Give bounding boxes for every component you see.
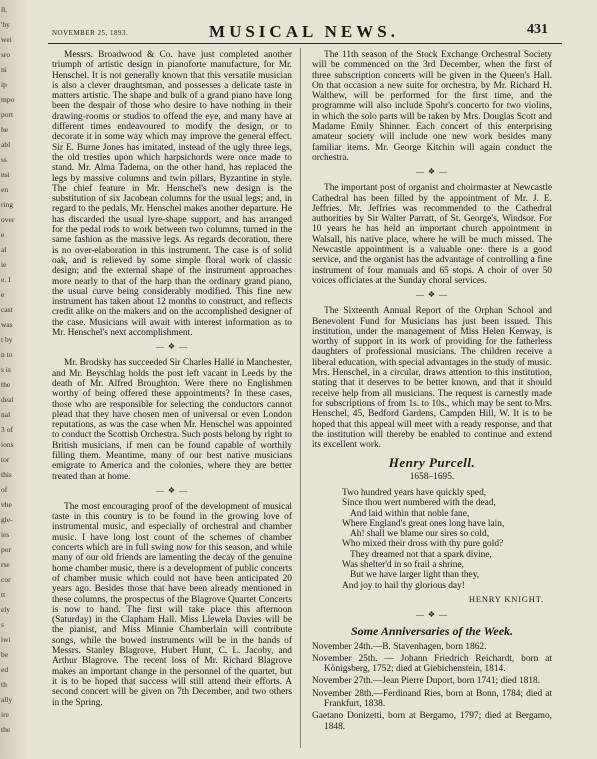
gutter-fragment: be — [1, 651, 9, 659]
column-divider — [300, 48, 301, 748]
section-separator: — ❖ — — [415, 610, 449, 620]
article-newcastle: The important post of organist and choirmaster at Newcastle Cathedral has been filled by the appointment of Mr. J. E. Jeffries. Mr. Jeffries was recommended to the Cathedral authorities by Sir Walter Parratt, of St. George's, Windsor. For 10 years he has held an important church appointment in Walsall, his native place, where he will be much missed. The Newcastle appointment is a valuable one: there is a good service, and the organist has the advantage of controlling a fine instrument of four manuals and 65 stops. A choir of over 50 voices officiates at the Sunday choral services. — [312, 183, 552, 286]
gutter-fragment: cast — [1, 306, 13, 314]
gutter-fragment: deal — [1, 396, 14, 404]
gutter-fragment: over — [1, 216, 15, 224]
gutter-fragment: the — [1, 726, 11, 734]
gutter-fragment: al — [1, 246, 7, 254]
anniversary-item: November 25th. — Johann Friedrich Reichardt, born at Königsberg, 1752; died at Giebichenstein, 1814. — [312, 653, 552, 675]
gutter-fragment: he — [1, 126, 9, 134]
poem-line: Since thou wert numbered with the dead, — [342, 498, 496, 509]
gutter-fragment: s is — [1, 366, 11, 374]
masthead-title: MUSICAL NEWS. — [209, 22, 399, 41]
gutter-fragment: 'hy — [1, 21, 10, 29]
gutter-fragment: vhe — [1, 501, 12, 509]
gutter-fragment: iwi — [1, 636, 11, 644]
gutter-fragment: e — [1, 231, 5, 239]
poem-line: But we have larger light than they, — [350, 570, 480, 581]
gutter-fragment: tt — [1, 591, 6, 599]
gutter-fragment: rse — [1, 561, 10, 569]
gutter-fragment: of — [1, 486, 8, 494]
anniversary-item: November 28th.—Ferdinand Ries, born at Bonn, 1784; died at Frankfurt, 1838. — [312, 688, 552, 710]
poem-line: And laid within that noble fane, — [350, 508, 470, 519]
gutter-fragment: ll, — [1, 6, 8, 14]
gutter-fragment: nal — [1, 411, 11, 419]
newspaper-page — [44, 14, 564, 749]
section-separator: — ❖ — — [415, 290, 449, 300]
gutter-fragment: gle- — [1, 516, 13, 524]
gutter-fragment: e — [1, 291, 5, 299]
gutter-fragment: this — [1, 471, 12, 479]
gutter-fragment: ss — [1, 156, 7, 164]
anniversary-item: November 24th.—B. Stavenhagen, born 1862. — [312, 641, 487, 652]
gutter-fragment: tor — [1, 456, 10, 464]
poem-line: Ah! shall we blame our sires so cold, — [350, 529, 490, 540]
gutter-fragment: the — [1, 381, 11, 389]
anniversaries-list — [312, 642, 552, 732]
gutter-fragment: th — [1, 681, 7, 689]
gutter-fragment: e. I — [1, 276, 11, 284]
poem-title: Henry Purcell. — [388, 455, 476, 471]
poem-line: Two hundred years have quickly sped, — [342, 487, 487, 498]
gutter-fragment: abl — [1, 141, 11, 149]
poem-line: They dreamed not that a spark divine, — [350, 549, 492, 560]
anniversary-item: November 27th.—Jean Pierre Duport, born 1741; died 1818. — [312, 676, 541, 687]
gutter-fragment: ni — [1, 66, 7, 74]
gutter-fragment: ies — [1, 531, 10, 539]
gutter-fragment: ed — [1, 666, 9, 674]
anniversaries-title: Some Anniversaries of the Week. — [350, 624, 514, 639]
gutter-fragment: en — [1, 186, 9, 194]
gutter-fragment: wei — [1, 36, 12, 44]
issue-date: NOVEMBER 25, 1893. — [52, 29, 129, 37]
right-column — [312, 50, 552, 734]
gutter-fragment: port — [1, 111, 14, 119]
gutter-fragment: ely — [1, 606, 11, 614]
poem-line: And joy to hail thy glorious day! — [342, 580, 465, 591]
gutter-fragment: sro — [1, 51, 11, 59]
poem-body — [312, 488, 552, 591]
poem-line: Was shelter'd in so frail a shrine, — [342, 560, 464, 571]
poem-author: HENRY KNIGHT. — [468, 593, 544, 604]
binding-gutter — [0, 0, 26, 759]
gutter-fragment: mpo — [1, 96, 15, 104]
gutter-fragment: 3 of — [1, 426, 13, 434]
gutter-fragment: ire — [1, 711, 9, 719]
header-rule — [48, 43, 562, 44]
poem-line: Who mixed their dross with thy pure gold? — [342, 539, 504, 550]
page-number: 431 — [527, 22, 548, 37]
gutter-fragment: s — [1, 621, 4, 629]
section-separator: — ❖ — — [415, 167, 449, 177]
left-column — [52, 50, 292, 711]
poem-line: Where England's great ones long have lain, — [342, 518, 505, 529]
anniversary-item: Gaetano Donizetti, born at Bergamo, 1797; died at Bergamo, 1848. — [312, 711, 552, 732]
gutter-fragment: ring — [1, 201, 14, 209]
gutter-fragment: ie — [1, 261, 7, 269]
gutter-fragment: n to — [1, 351, 13, 359]
article-orphan-school: The Sixteenth Annual Report of the Orphan School and Benevolent Fund for Musicians has just been issued. This institution, under the management of Miss Helen Kenway, is worthy of support in its work of providing for the fatherless daughters of professional musicians. The children receive a liberal education, with special advantages in the study of music. Mrs. Henschel, in a circular, draws attention to this institution, stating that it deserves to be better known, and that it should receive help from all musicians. The request is carnestly made for subscriptions of from 1s. to 10s., which may be sent to Mrs. Henschel, 45, Bedford Gardens, Campden Hill, W. It is to be hoped that this appeal will meet with a ready response, and that the institution will thereby be enabled to continue and extend its excellent work. — [312, 306, 552, 451]
article-brodsky: Mr. Brodsky has succeeded Sir Charles Hallé in Manchester, and Mr. Beyschlag holds the post left vacant in Leeds by the death of Mr. Alfred Broughton. Were there no Englishmen worthy of being offered these appointments? In these cases, those who are responsible for selecting the conductors cannot plead that they have chosen men of universal or even London reputations, as was the case when Mr. Henschel was appointed to conduct the Scottish Orchestra. Such posts belong by right to British musicians, if men can be found capable of worthily filling them. Meantime, many of our best native musicians emigrate to America and the colonies, where they are better treated than at home. — [52, 358, 292, 482]
gutter-fragment: ally — [1, 696, 13, 704]
section-separator: — ❖ — — [155, 485, 189, 495]
page-header — [44, 14, 564, 42]
article-broadwood: Messrs. Broadwood & Co. have just completed another triumph of artistic design in pianoforte manufacture, for Mr. Henschel. It is not generally known that this versatile musician is also a clever draughtsman, and possesses a delicate taste in matters artistic. The shape and bulk of a grand piano have long been the despair of those who desire to have nothing in their drawing-rooms or studios to offend the eye, and many have at different times endeavoured to modify the design, or to decorate it in some way which may improve the general effect. Sir E. Burne Jones has imitated, instead of the ugly three legs, the old trestles upon which harpsichords were once made to stand. Mr. Alma Tadema, on the other hand, has replaced the legs by massive columns and twin pillars, Byzantine in style. The chief feature in Mr. Henschel's new design is the substitution of six Jacobean columns for the usual legs; and, in regard to the pedals, Mr. Henschel makes another departure. He has discarded the usual lyre-shape support, and has arranged for the pedal rods to work between two columns, turned in the same fashion as the massive legs. As regards decoration, there is no over-elaboration in this instrument. The case is of solid oak, and is relieved by some simple floral work of classic design; and the external shape of the instrument approaches more nearly to that of the harp than the ordinary grand piano, the usual curve being considerably modified. This fine new instrument has taken about 12 months to construct, and reflects credit alike on the makers and on the accomplished designer of the case. Musicians will await with interest information as to Mr. Henschel's next accomplishment. — [52, 50, 292, 339]
gutter-fragment: t by — [1, 336, 13, 344]
poem-dates: 1658–1695. — [409, 471, 455, 482]
article-chamber-music: The most encouraging proof of the development of musical taste in this country is to be found in the growing love of instrumental music, and especially of orchestral and chamber music. I have long lost count of the schemes of chamber concerts which are in full swing now for this season, and while many of our old friends are lamenting the decay of the genuine home chamber music, there is a development of public concerts of chamber music which could not have been anticipated 20 years ago. Besides those that have been already mentioned in these columns, the prospectus of the Blagrove Quartet Concerts is now to hand. The first will take place this afternoon (Saturday) in the Clapham Hall. Miss Llewela Davies will be the pianist, and Miss Minnie Chamberlain will contribute songs, while the bowed instruments will be in the hands of Messrs. Stanley Blagrove, Hubert Hunt, C. L. Jacoby, and Arthur Blagrove. The recent loss of Mr. Richard Blagrove makes an important change in the personnel of the quartet, but it is to be hoped that success will still attend their efforts. A second concert will be given on 7th December, and two others in the Spring. — [52, 501, 292, 708]
gutter-fragment: por — [1, 546, 11, 554]
gutter-fragment: ip — [1, 81, 7, 89]
gutter-fragment: nsi — [1, 171, 10, 179]
gutter-fragment: ions — [1, 441, 14, 449]
gutter-fragment: was — [1, 321, 13, 329]
section-separator: — ❖ — — [155, 342, 189, 352]
article-stock-exchange: The 11th season of the Stock Exchange Orchestral Society will be commenced on the 3rd December, when the first of three subscription concerts will be given in the Queen's Hall. On that occasion a new suite for orchestra, by Mr. Richard H. Walthew, will be performed for the first time, and the programme will also include Spohr's concerto for two violins, in which the solo parts will be taken by Mrs. Douglas Scott and Madame Emily Shinner. Each concert of this enterprising amateur society will include one new work besides many familiar items. Mr. George Kitchin will again conduct the orchestra. — [312, 50, 552, 163]
gutter-fragment: cor — [1, 576, 11, 584]
